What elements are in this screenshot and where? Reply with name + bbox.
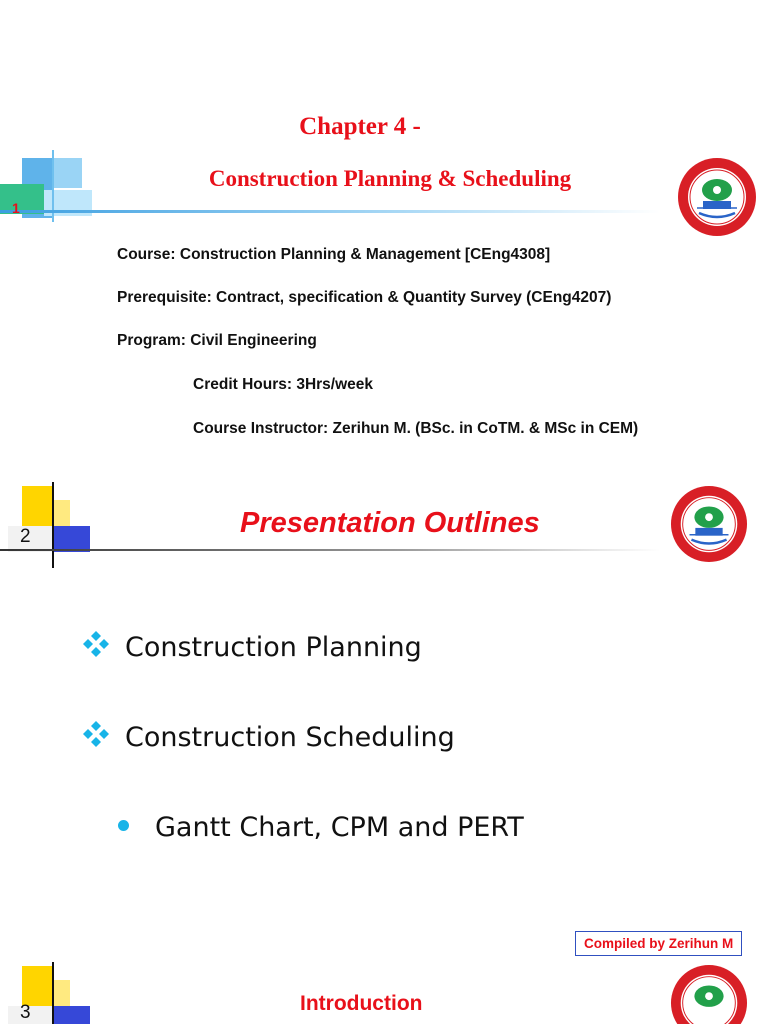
university-seal-icon (677, 157, 757, 237)
corner-block-yellow (22, 486, 52, 526)
slide-2 (0, 470, 768, 970)
course-line: Course: Construction Planning & Management [CEng4308] (117, 246, 551, 263)
instructor-line: Course Instructor: Zerihun M. (BSc. in CoTM. & MSc in CEM) (193, 420, 639, 437)
bullet-construction-planning: Construction Planning (125, 632, 422, 663)
diamond-cluster-icon (82, 630, 110, 658)
chapter-title: Chapter 4 - (299, 113, 421, 140)
compiled-by-label: Compiled by Zerihun M (575, 931, 742, 956)
bullet-construction-scheduling: Construction Scheduling (125, 722, 455, 753)
university-seal-icon (670, 485, 748, 563)
horizontal-rule (0, 549, 660, 551)
corner-block-yellow-2 (52, 980, 70, 1008)
horizontal-rule (0, 210, 660, 213)
diamond-cluster-icon (82, 720, 110, 748)
corner-block-yellow (22, 966, 52, 1006)
slide-number: 3 (20, 1002, 31, 1023)
corner-block-blue (52, 1006, 90, 1024)
vertical-rule (52, 482, 54, 568)
slide-number: 1 (12, 200, 20, 216)
chapter-subtitle: Construction Planning & Scheduling (208, 166, 572, 191)
program-line: Program: Civil Engineering (117, 332, 317, 349)
corner-block-yellow-2 (52, 500, 70, 528)
slide-3 (0, 958, 768, 1024)
prerequisite-line: Prerequisite: Contract, specification & Quantity Survey (CEng4207) (117, 289, 612, 306)
sub-bullet-gantt: Gantt Chart, CPM and PERT (155, 812, 524, 843)
slide-1 (0, 0, 768, 460)
vertical-rule (52, 962, 54, 1024)
corner-block-lightblue-2 (52, 158, 82, 188)
slide-title: Introduction (300, 992, 423, 1015)
dot-bullet-icon (118, 820, 129, 831)
slide-title: Presentation Outlines (240, 507, 540, 539)
university-seal-icon (670, 964, 748, 1024)
slide-number: 2 (20, 526, 31, 547)
credit-hours-line: Credit Hours: 3Hrs/week (193, 376, 374, 393)
